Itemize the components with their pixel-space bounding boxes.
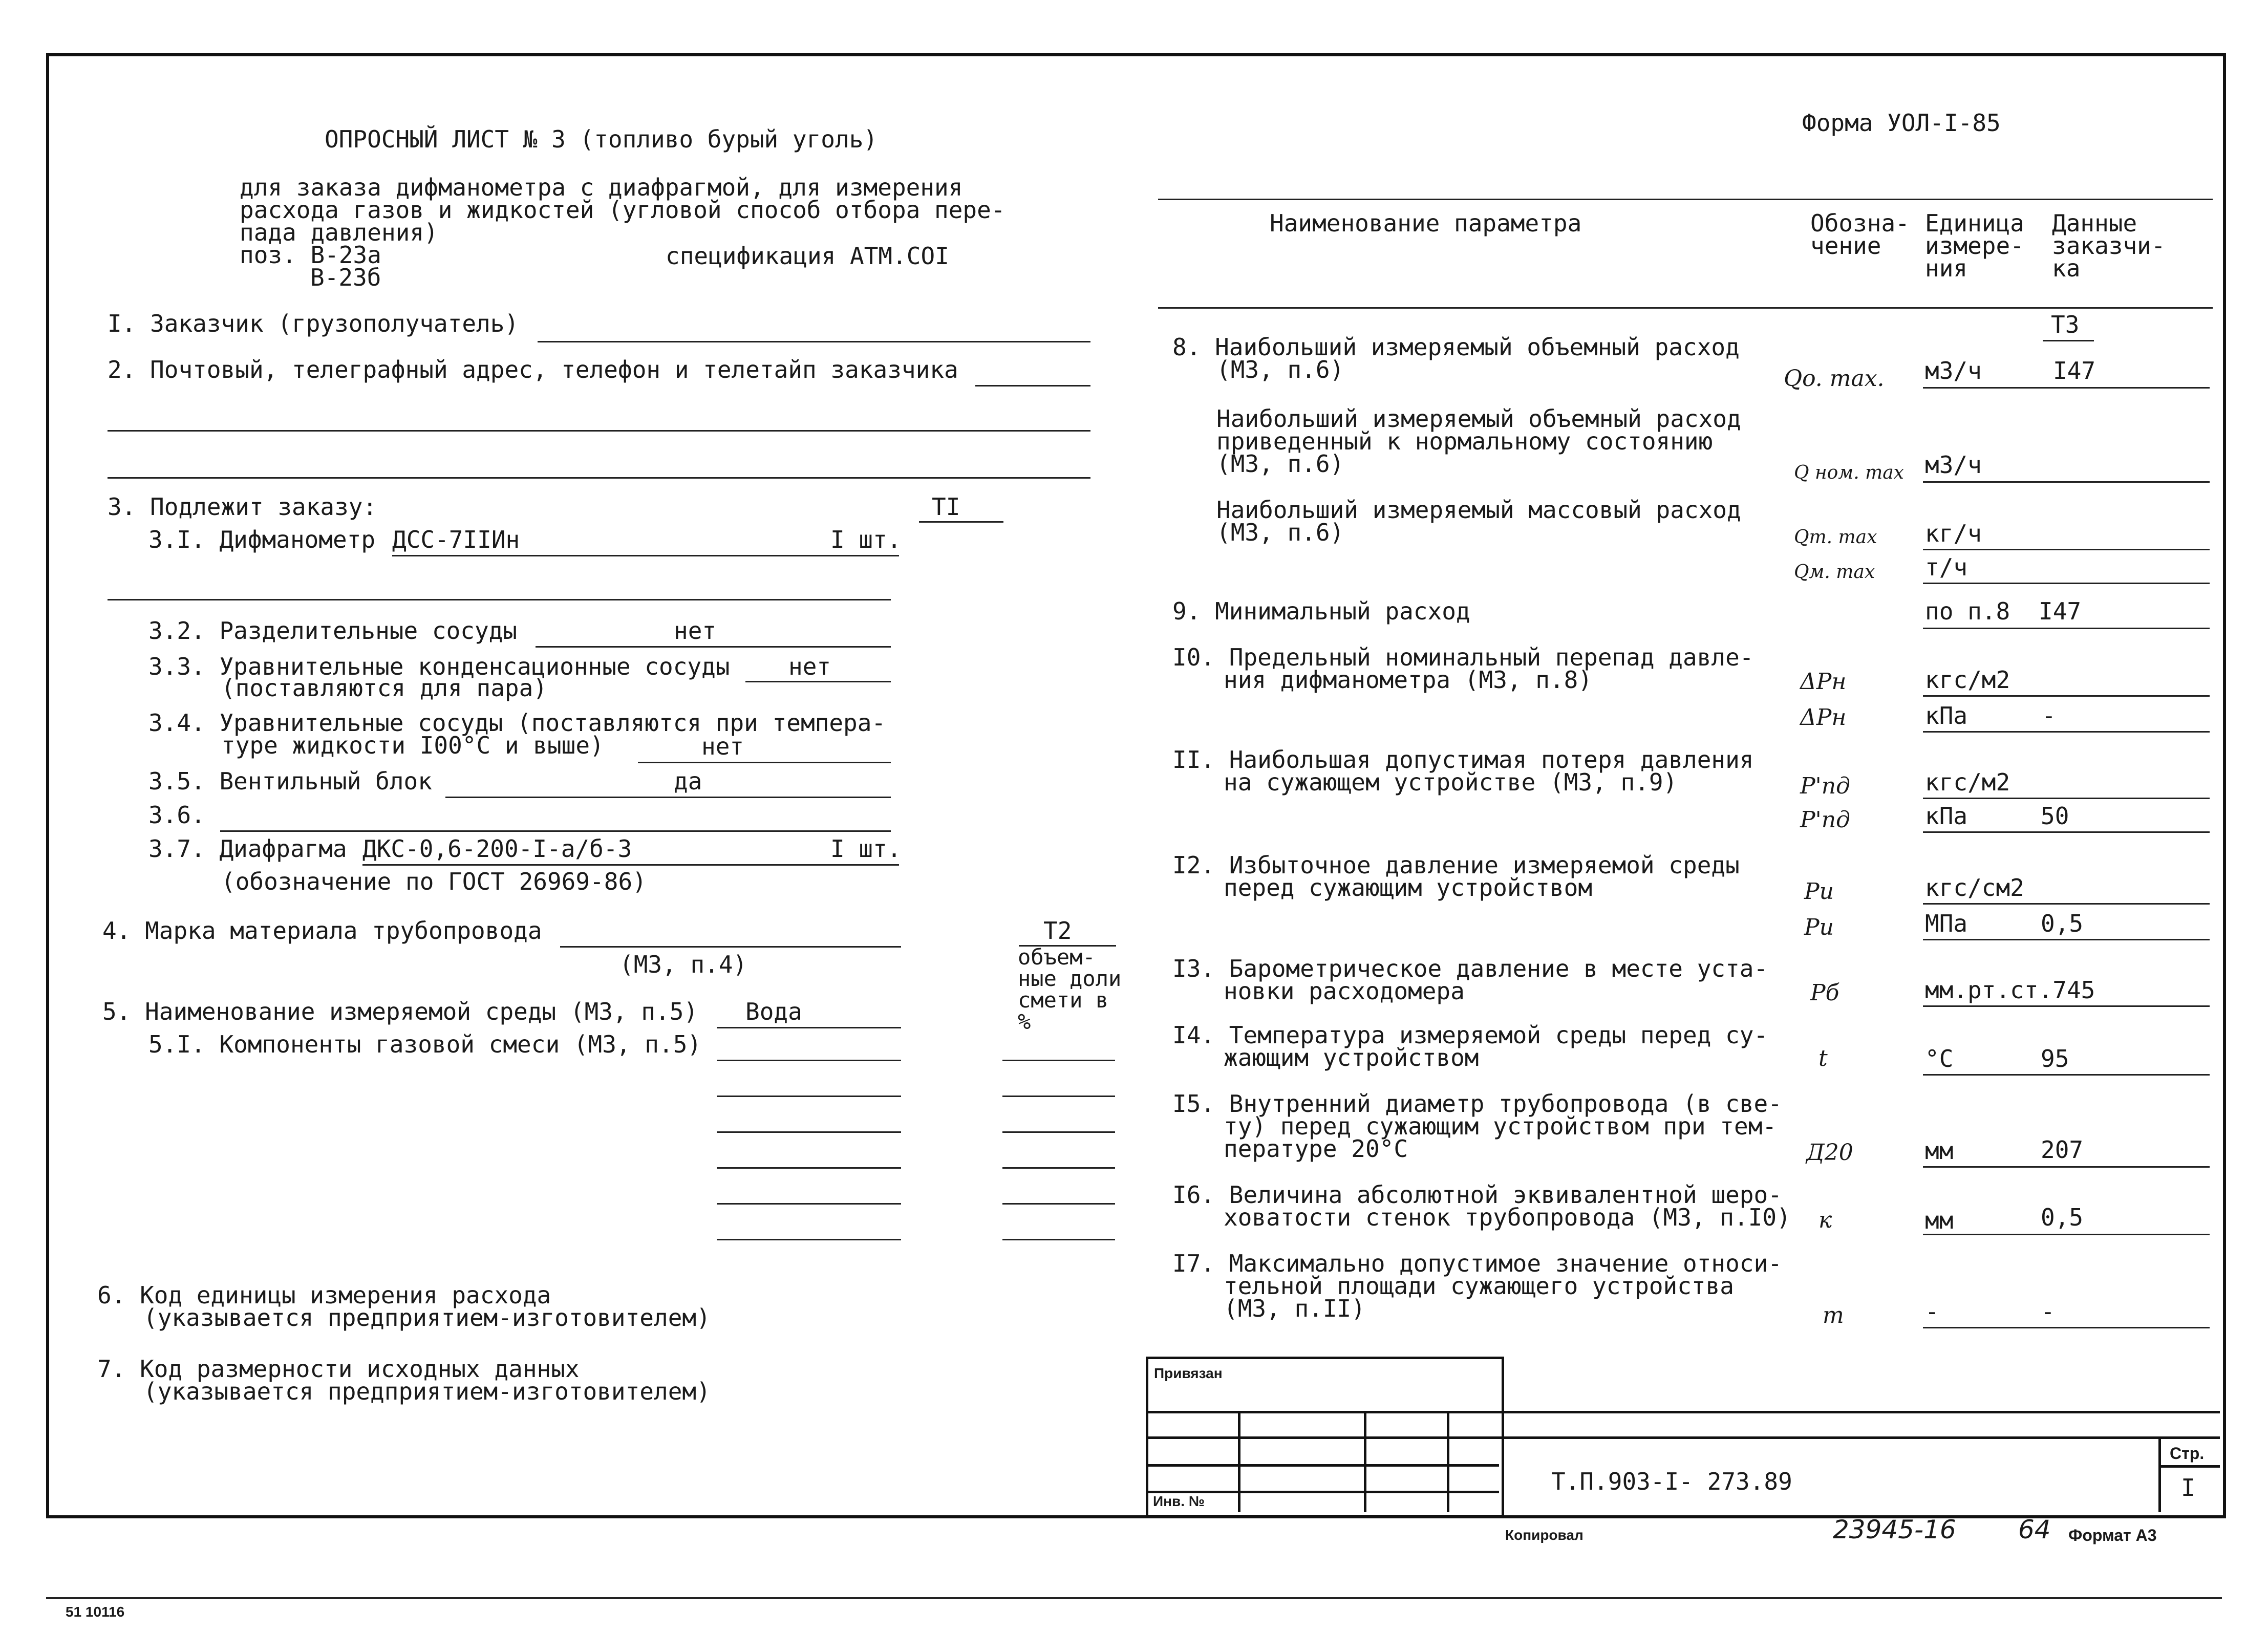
- stamp-col-1: [1238, 1411, 1240, 1512]
- row-12-line-1: I2. Избыточное давление измеряемой среды: [1172, 851, 1740, 879]
- header-data-2: заказчи-: [2052, 232, 2166, 260]
- row-8c-symbol-2: Qм. max: [1794, 562, 1875, 583]
- row-8c-unit-1: кг/ч: [1925, 520, 1982, 547]
- row-12-unit-2: МПа: [1925, 910, 1968, 937]
- item-3-2-line[interactable]: [536, 646, 891, 648]
- gas-component-line-1[interactable]: [717, 1060, 901, 1061]
- corner-code: 51 10116: [66, 1604, 125, 1620]
- row-15-symbol: Д20: [1806, 1140, 1853, 1166]
- row-16-line-1: I6. Величина абсолютной эквивалентной шеро-: [1172, 1181, 1782, 1209]
- stamp-page-label: Стр.: [2170, 1444, 2205, 1463]
- row-15-line-3: пературе 20°C: [1224, 1135, 1408, 1163]
- gas-share-line-2[interactable]: [1002, 1096, 1115, 1097]
- row-17-symbol: m: [1823, 1302, 1844, 1328]
- item-3-4-line[interactable]: [638, 762, 891, 763]
- archive-number: 23945-16: [1833, 1515, 1956, 1544]
- row-9-value: I47: [2039, 597, 2082, 625]
- bottom-trim-line: [46, 1597, 2222, 1599]
- header-parameter-name: Наименование параметра: [1270, 209, 1582, 237]
- row-8-unit: м3/ч: [1925, 357, 1982, 384]
- stamp-document-code: Т.П.903-I- 273.89: [1551, 1468, 1792, 1495]
- address-field-line[interactable]: [975, 385, 1090, 386]
- t3-underline: [2043, 340, 2094, 341]
- item-2-address: 2. Почтовый, телеграфный адрес, телефон и телетайп заказчика: [108, 356, 958, 383]
- stamp-inventory-label: Инв. №: [1153, 1493, 1205, 1509]
- row-15-value: 207: [2041, 1136, 2084, 1164]
- address-line-2[interactable]: [108, 430, 1090, 432]
- item-7-line-1: 7. Код размерности исходных данных: [97, 1355, 580, 1383]
- subtitle-line-3: пада давления): [240, 219, 438, 246]
- item-4-reference: (МЗ, п.4): [619, 951, 747, 978]
- item-1-customer: I. Заказчик (грузополучатель): [108, 310, 519, 337]
- sheet-number: 64: [2018, 1515, 2051, 1544]
- row-8c-line-2: (МЗ, п.6): [1216, 519, 1344, 546]
- stamp-page-number: I: [2181, 1474, 2195, 1501]
- row-14-value: 95: [2041, 1045, 2069, 1072]
- row-15-line[interactable]: [1923, 1166, 2210, 1168]
- row-8b-line-3: (МЗ, п.6): [1216, 450, 1344, 478]
- row-13-symbol: Pб: [1810, 980, 1839, 1006]
- item-3-order: 3. Подлежит заказу:: [108, 493, 377, 521]
- row-11-line-2[interactable]: [1923, 831, 2210, 833]
- item-3-4-line-2: туре жидкости I00°C и выше): [221, 732, 604, 759]
- table-header-rule: [1158, 307, 2213, 309]
- row-8b-line[interactable]: [1923, 481, 2210, 483]
- row-16-value: 0,5: [2041, 1204, 2084, 1231]
- stamp-page-rule: [2158, 1465, 2220, 1468]
- gas-component-line-5[interactable]: [717, 1203, 901, 1205]
- item-3-7-diaphragm: 3.7. Диафрагма: [148, 835, 347, 863]
- row-11-unit-2: кПа: [1925, 802, 1968, 830]
- item-3-1-qty: I шт.: [830, 526, 902, 553]
- item-4-pipe-material: 4. Марка материала трубопровода: [102, 917, 542, 944]
- gas-component-line-6[interactable]: [717, 1239, 901, 1240]
- row-13-line-1: I3. Барометрическое давление в месте уста-: [1172, 955, 1768, 982]
- item-6-line-1: 6. Код единицы измерения расхода: [97, 1281, 551, 1309]
- row-17-line-1: I7. Максимально допустимое значение относи-: [1172, 1250, 1782, 1277]
- item-3-6: 3.6.: [148, 801, 205, 829]
- stamp-rule-2: [1146, 1436, 1499, 1439]
- row-13-line[interactable]: [1923, 1005, 2210, 1007]
- item-5-line[interactable]: [717, 1027, 901, 1028]
- document-title: ОПРОСНЫЙ ЛИСТ № 3 (топливо бурый уголь): [325, 125, 878, 153]
- row-12-value-2: 0,5: [2041, 910, 2084, 937]
- row-11-unit-1: кгс/м2: [1925, 768, 2010, 796]
- item-3-3-condensation: 3.3. Уравнительные конденсационные сосуды: [148, 653, 730, 680]
- gas-component-line-3[interactable]: [717, 1131, 901, 1133]
- item-3-6-line[interactable]: [220, 830, 891, 832]
- row-10-symbol-2: ΔPн: [1800, 704, 1847, 731]
- row-9-min-flow: 9. Минимальный расход: [1172, 597, 1470, 625]
- row-10-line-2: ния дифманометра (МЗ, п.8): [1224, 666, 1593, 694]
- t1-underline: [919, 521, 1003, 523]
- row-13-unit-value: мм.рт.ст.745: [1925, 976, 2095, 1004]
- item-3-2-separator: 3.2. Разделительные сосуды: [148, 617, 518, 645]
- row-8-symbol: Qo. max.: [1784, 366, 1885, 392]
- row-8-value: I47: [2053, 357, 2096, 384]
- row-12-line-2: перед сужающим устройством: [1224, 874, 1593, 901]
- row-8-line-2: (МЗ, п.6): [1216, 356, 1344, 383]
- item-6-line-2: (указывается предприятием-изготовителем): [143, 1304, 711, 1332]
- row-11-line-1[interactable]: [1923, 798, 2210, 799]
- gas-share-line-4[interactable]: [1002, 1167, 1115, 1169]
- row-10-unit-1: кгс/м2: [1925, 666, 2010, 694]
- row-9-line[interactable]: [1923, 628, 2210, 629]
- row-15-unit: мм: [1925, 1137, 1954, 1165]
- header-unit-1: Единица: [1925, 209, 2024, 237]
- row-14-unit: °C: [1925, 1045, 1954, 1072]
- row-11-value-2: 50: [2041, 802, 2069, 830]
- row-10-line-1[interactable]: [1923, 695, 2210, 697]
- row-14-symbol: t: [1818, 1045, 1828, 1071]
- row-8c-line-1[interactable]: [1923, 549, 2210, 550]
- item-3-4-line-1: 3.4. Уравнительные сосуды (поставляются при темпера-: [148, 709, 886, 737]
- header-unit-3: ния: [1925, 254, 1968, 282]
- row-16-line[interactable]: [1923, 1234, 2210, 1235]
- row-14-line-1: I4. Температура измеряемой среды перед су-: [1172, 1021, 1768, 1049]
- t3-label: Т3: [2051, 311, 2080, 338]
- row-8b-line-1: Наибольший измеряемый объемный расход: [1216, 405, 1741, 433]
- t2-note-3: смети в: [1018, 987, 1109, 1013]
- row-11-symbol-1: P'пд: [1800, 773, 1850, 799]
- row-12-line-1[interactable]: [1923, 903, 2210, 905]
- item-3-7-qty: I шт.: [830, 835, 902, 863]
- row-13-line-2: новки расходомера: [1224, 977, 1465, 1005]
- item-3-7-line[interactable]: [362, 864, 899, 866]
- item-3-7-value: ДКС-0,6-200-I-а/б-3: [362, 835, 632, 863]
- item-3-1-extra-line[interactable]: [108, 599, 891, 600]
- header-designation-1: Обозна-: [1810, 209, 1910, 237]
- header-data-1: Данные: [2052, 209, 2137, 237]
- gas-component-line-4[interactable]: [717, 1167, 901, 1169]
- copied-by-label: Копировал: [1505, 1527, 1584, 1543]
- t2-label: T2: [1043, 917, 1072, 944]
- row-15-line-2: ту) перед сужающим устройством при тем-: [1224, 1112, 1777, 1140]
- form-number: Форма УОЛ-I-85: [1802, 109, 2001, 137]
- row-12-symbol-1: Pи: [1804, 878, 1834, 905]
- item-3-5-valve-block: 3.5. Вентильный блок: [148, 767, 432, 795]
- customer-field-line[interactable]: [538, 341, 1090, 342]
- stamp-privyazan-label: Привязан: [1154, 1365, 1223, 1381]
- item-3-2-value: нет: [674, 617, 717, 645]
- paper-format: Формат А3: [2068, 1526, 2157, 1544]
- row-8c-unit-2: т/ч: [1925, 553, 1968, 581]
- header-designation-2: чение: [1810, 232, 1881, 260]
- item-5-medium: 5. Наименование измеряемой среды (МЗ, п.5): [102, 998, 698, 1025]
- row-10-line-1: I0. Предельный номинальный перепад давле-: [1172, 643, 1754, 671]
- row-14-line[interactable]: [1923, 1074, 2210, 1076]
- row-15-line-1: I5. Внутренний диаметр трубопровода (в све-: [1172, 1090, 1782, 1118]
- row-12-unit-1: кгс/см2: [1925, 874, 2024, 901]
- item-5-1-gas-components: 5.I. Компоненты газовой смеси (МЗ, п.5): [148, 1030, 702, 1058]
- address-line-3[interactable]: [108, 477, 1090, 479]
- row-10-line-2[interactable]: [1923, 731, 2210, 733]
- row-17-line-3: (МЗ, п.II): [1224, 1295, 1365, 1322]
- gas-share-line-1[interactable]: [1002, 1060, 1115, 1061]
- row-11-symbol-2: P'пд: [1800, 807, 1850, 833]
- subtitle-line-2: расхода газов и жидкостей (угловой способ отбора пере-: [240, 196, 1005, 224]
- row-10-value-2: -: [2042, 702, 2056, 729]
- row-8b-symbol: Q ном. max: [1794, 462, 1904, 483]
- item-3-1-value: ДСС-7IIИн: [392, 526, 520, 553]
- table-top-rule: [1158, 199, 2213, 200]
- specification: спецификация АТМ.СОI: [666, 242, 949, 270]
- item-3-7-gost-note: (обозначение по ГОСТ 26969-86): [221, 868, 647, 895]
- t2-note-1: объем-: [1018, 944, 1096, 970]
- row-17-line-2: тельной площади сужающего устройства: [1224, 1272, 1734, 1300]
- item-3-3-note: (поставляются для пара): [221, 674, 547, 702]
- row-8b-line-2: приведенный к нормальному состоянию: [1216, 427, 1713, 455]
- position-2: В-23б: [310, 264, 381, 291]
- position-label: поз. В-23а: [240, 241, 381, 269]
- item-3-5-line[interactable]: [445, 797, 891, 798]
- stamp-rule-3: [1146, 1464, 1499, 1467]
- item-3-1-diff-manometer: 3.I. Дифманометр: [148, 526, 376, 553]
- row-11-line-1: II. Наибольшая допустимая потеря давления: [1172, 746, 1754, 774]
- item-3-4-value: нет: [701, 733, 744, 760]
- row-8-line-1: 8. Наибольший измеряемый объемный расход: [1172, 333, 1740, 361]
- item-5-value: Вода: [745, 998, 802, 1025]
- stamp-col-2: [1364, 1411, 1366, 1512]
- item-3-1-line[interactable]: [392, 555, 899, 556]
- item-3-5-value: да: [674, 767, 702, 795]
- row-16-symbol: к: [1818, 1207, 1832, 1233]
- row-17-value: -: [2041, 1298, 2055, 1325]
- row-17-line[interactable]: [1923, 1327, 2210, 1328]
- row-12-line-2[interactable]: [1923, 939, 2210, 940]
- row-14-line-2: жающим устройством: [1224, 1044, 1479, 1071]
- stamp-main-top: [1499, 1436, 2220, 1439]
- row-9-unit: по п.8: [1925, 597, 2010, 625]
- row-8c-line-2[interactable]: [1923, 583, 2210, 584]
- row-8c-line-1: Наибольший измеряемый массовый расход: [1216, 496, 1741, 524]
- subtitle-line-1: для заказа дифманометра с диафрагмой, для измерения: [240, 174, 963, 201]
- gas-share-line-5[interactable]: [1002, 1203, 1115, 1205]
- header-data-3: ка: [2052, 254, 2081, 282]
- gas-component-line-2[interactable]: [717, 1096, 901, 1097]
- gas-share-line-6[interactable]: [1002, 1239, 1115, 1240]
- item-3-3-value: нет: [788, 653, 831, 680]
- row-10-unit-2: кПа: [1925, 702, 1968, 729]
- row-8b-unit: м3/ч: [1925, 451, 1982, 479]
- item-3-3-line[interactable]: [745, 681, 891, 682]
- row-8-line[interactable]: [1923, 387, 2210, 389]
- item-7-line-2: (указывается предприятием-изготовителем): [143, 1378, 711, 1405]
- stamp-rule-1: [1146, 1411, 2220, 1413]
- t2-note-4: %: [1018, 1009, 1031, 1034]
- row-11-line-2: на сужающем устройстве (МЗ, п.9): [1224, 768, 1678, 796]
- row-12-symbol-2: Pи: [1804, 914, 1834, 940]
- t2-note-2: ные доли: [1018, 966, 1122, 991]
- item-4-line[interactable]: [560, 946, 901, 948]
- row-17-unit: -: [1925, 1298, 1939, 1325]
- stamp-col-3: [1447, 1411, 1449, 1512]
- row-8c-symbol-1: Qm. max: [1794, 527, 1877, 548]
- gas-share-line-3[interactable]: [1002, 1131, 1115, 1133]
- row-10-symbol-1: ΔPн: [1800, 669, 1847, 695]
- row-16-line-2: ховатости стенок трубопровода (МЗ, п.I0): [1224, 1204, 1791, 1231]
- stamp-page-divider: [2158, 1436, 2161, 1512]
- header-unit-2: измере-: [1925, 232, 2024, 260]
- t1-label: TI: [932, 493, 960, 521]
- row-16-unit: мм: [1925, 1207, 1954, 1234]
